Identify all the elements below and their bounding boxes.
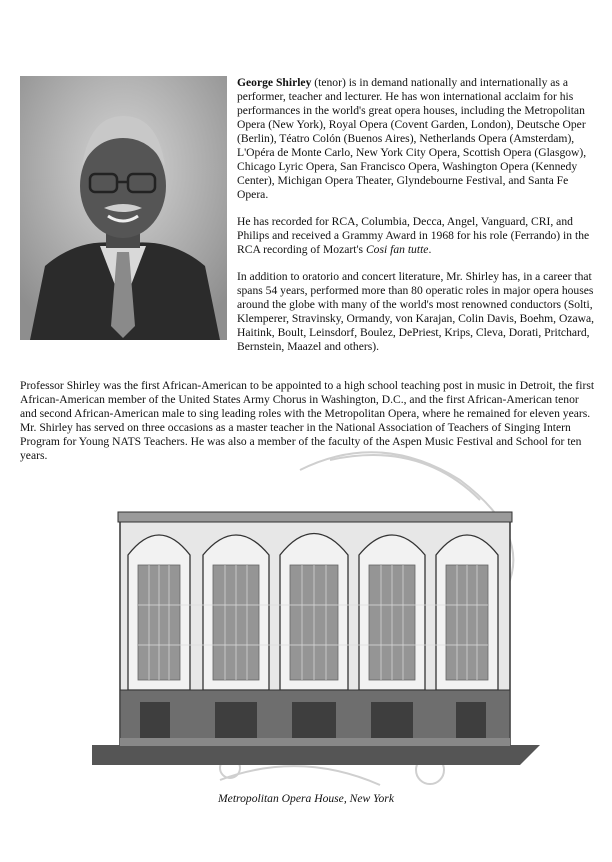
image-caption: Metropolitan Opera House, New York — [218, 792, 394, 805]
portrait-photo — [20, 76, 227, 340]
opera-house-illustration — [0, 440, 612, 800]
bio-paragraph-2-text: He has recorded for RCA, Columbia, Decca, Angel, Vanguard, CRI, and Philips and received a Grammy Award in 1968 for his role (Ferrando) in the RCA recording of Mozart's — [237, 215, 590, 256]
biography — [20, 76, 597, 367]
bio-paragraph-3: In addition to oratorio and concert literature, Mr. Shirley has, in a career that spans 54 years, performed more than 80 operatic roles in major opera houses around the globe with many of the world's most renowned conductors (Solti, Klemperer, Stravinsky, Ormandy, von Karajan, Colin Davis, Boehm, Ozawa, Haitink, Boult, Leinsdorf, Boulez, DePriest, Krips, Cleva, Dorati, Pritchard, Bernstein, Maazel and others). — [237, 270, 595, 353]
bio-paragraph-2-end: . — [428, 243, 432, 256]
bio-paragraph-4: Professor Shirley was the first African-American to be appointed to a high school teaching post in music in Detroit, the first African-American member of the United States Army Chorus in Washington, D.C., and the first African-American tenor and second African-American male to sing leading roles with the Metropolitan Opera, where he remained for eleven years. Mr. Shirley has served on three occasions as a master teacher in the National Association of Teachers of Singing Intern Program for Young NATS Teachers. He was also a member of the faculty of the Aspen Music Festival and School for ten years. — [20, 379, 595, 462]
recording-title: Cosi fan tutte — [365, 243, 429, 256]
person-name: George Shirley — [237, 76, 312, 89]
bio-paragraph-1-text: (tenor) is in demand nationally and internationally as a performer, teacher and lecturer. He has won international acclaim for his performances in the world's great opera houses, including the Metropolitan Opera (New York), Royal Opera (Covent Garden, London), Deutsche Oper (Berlin), Téatro Colón (Buenos Aires), Netherlands Opera (Amsterdam), L'Opéra de Monte Carlo, New York City Opera, Scottish Opera (Glasgow), Chicago Lyric Opera, San Francisco Opera, Washington Opera (Kennedy Center), Michigan Opera Theater, Glyndebourne Festival, and Santa Fe Opera. — [237, 76, 587, 201]
